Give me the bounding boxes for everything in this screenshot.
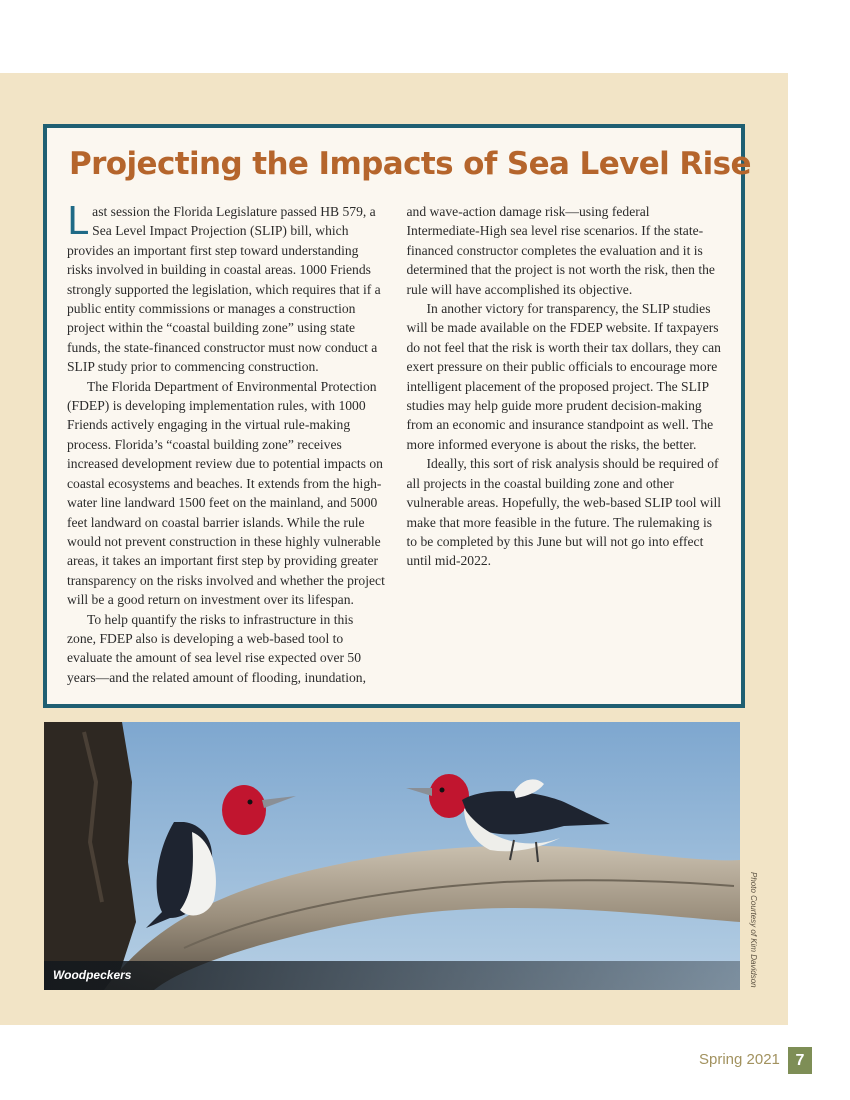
article-body [67, 199, 725, 692]
photo-caption: Woodpeckers [53, 968, 132, 982]
page-number-badge: 7 [788, 1047, 812, 1074]
paragraph-text: ast session the Florida Legislature passed HB 579, a Sea Level Impact Projection (SLIP) bill, which provides an important first step toward understanding risks involved in building in coastal areas. 1000 Friends strongly supported the legislation, which requires that if a public entity commissions or manages a construction project within the “coastal building zone” using state funds, the state-financed constructor must now conduct a SLIP study prior to commencing construction. [67, 204, 381, 375]
woodpeckers-photo [44, 722, 740, 990]
article-box [43, 124, 751, 708]
photo-caption-bar [44, 961, 740, 990]
article-paragraph [67, 199, 386, 377]
article-paragraph: The Florida Department of Environmental Protection (FDEP) is developing implementation rules, with 1000 Friends actively engaging in the virtual rule-making process. Florida’s “coastal building zone” receives increased development review due to potential impacts on coastal ecosystems and beaches. It extends from the high-water line landward 1500 feet on the mainland, and 5000 feet landward on coastal barrier islands. While the rule would not prevent construction in these highly vulnerable areas, it takes an important first step by providing greater transparency on the risks involved and whether the project will be a good return on investment over its lifespan. [67, 378, 385, 608]
photo-credit-text: Photo Courtesy of Kim Davidson [749, 872, 758, 988]
drop-cap: L [67, 199, 89, 243]
footer-season: Spring 2021 [699, 1051, 780, 1068]
article-paragraph: Ideally, this sort of risk analysis should be required of all projects in the coastal building zone and other vulnerable areas. Hopefully, the web-based SLIP tool will make that more feasible in the future. The rulemaking is to be completed by this June but will not go into effect until mid-2022. [406, 456, 722, 569]
article-paragraph: To help quantify the risks to infrastructure in this zone, FDEP also is developing a web-based tool to evaluate the amount of sea level rise expected over 50 years—and the related amount of flooding, inundation, and wave-action damage risk—using federal Intermediate-High sea level rise scenarios. If the state-financed constructor completes the evaluation and it is determined that the project is not worth the risk, then the rule will have accomplished its objective. [67, 204, 715, 685]
article-paragraph: In another victory for transparency, the SLIP studies will be made available on the FDEP website. If taxpayers do not feel that the risk is worth their tax dollars, they can exert pressure on their public officials to encourage more intelligent placement of the proposed project. The SLIP studies may help guide more prudent decision-making from an economic and insurance standpoint as well. The more informed everyone is about the risks, the better. [406, 301, 721, 452]
photo-illustration [44, 722, 740, 990]
article-title: Projecting the Impacts of Sea Level Rise [69, 146, 751, 182]
photo-credit [746, 872, 758, 994]
